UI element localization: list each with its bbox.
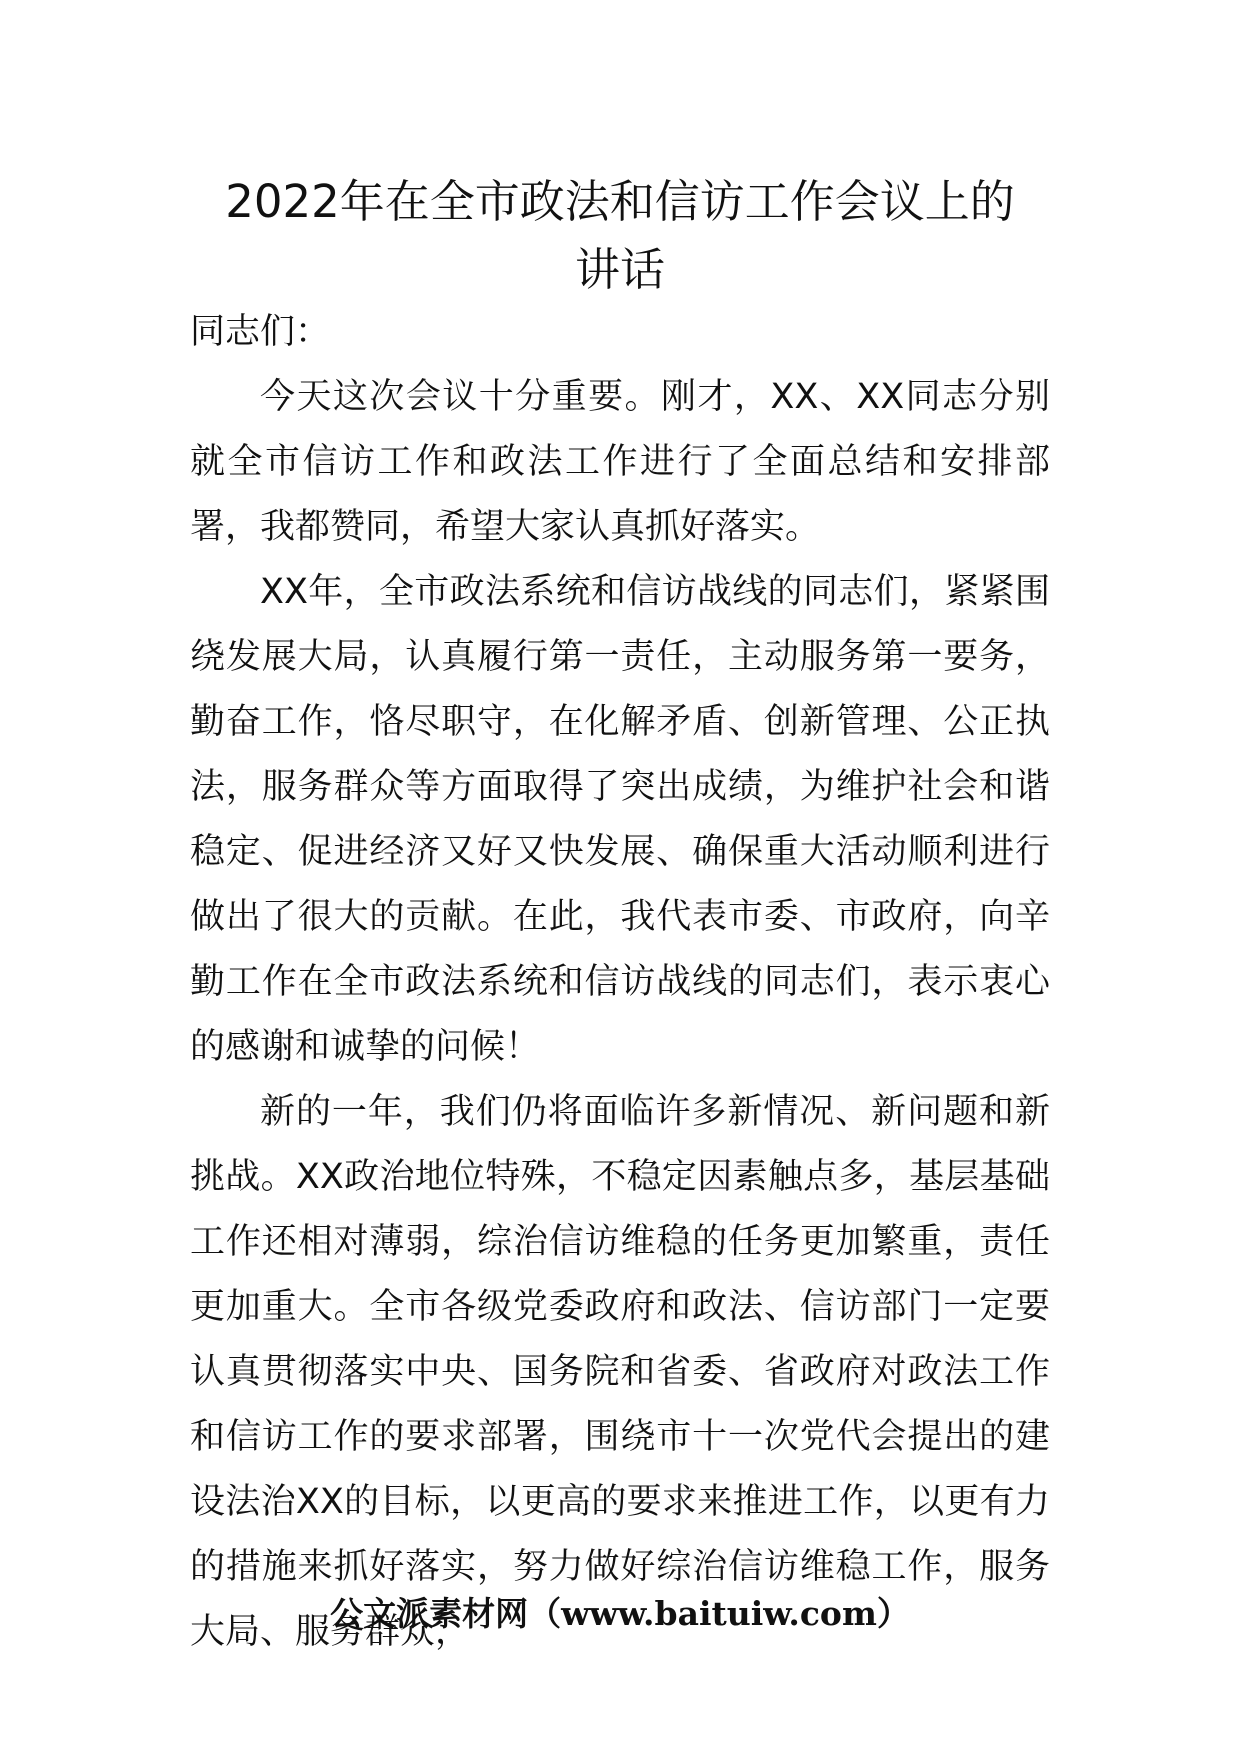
- document-title-line-1: 2022年在全市政法和信访工作会议上的: [225, 175, 1015, 228]
- paragraph-3: 新的一年，我们仍将面临许多新情况、新问题和新挑战。XX政治地位特殊，不稳定因素触点多，基层基础工作还相对薄弱，综治信访维稳的任务更加繁重，责任更加重大。全市各级党委政府和政法、信访部门一定要认真贯彻落实中央、国务院和省委、省政府对政法工作和信访工作的要求部署，围绕市十一次党代会提出的建设法治XX的目标，以更高的要求来推进工作，以更有力的措施来抓好落实，努力做好综治信访维稳工作，服务大局、服务群众，: [190, 1092, 1050, 1652]
- salutation: 同志们：: [190, 312, 331, 352]
- paragraph-2: XX年，全市政法系统和信访战线的同志们，紧紧围绕发展大局，认真履行第一责任，主动服务第一要务，勤奋工作，恪尽职守，在化解矛盾、创新管理、公正执法，服务群众等方面取得了突出成绩，为维护社会和谐稳定、促进经济又好又快发展、确保重大活动顺利进行做出了很大的贡献。在此，我代表市委、市政府，向辛勤工作在全市政法系统和信访战线的同志们，表示衷心的感谢和诚挚的问候！: [190, 572, 1050, 1067]
- document-title-line-2: 讲话: [574, 243, 665, 296]
- source-watermark-footer: 公文派素材网（www.baituiw.com）: [330, 1594, 910, 1633]
- document-title: [190, 168, 1050, 304]
- paragraph-1: 今天这次会议十分重要。刚才，XX、XX同志分别就全市信访工作和政法工作进行了全面总结和安排部署，我都赞同，希望大家认真抓好落实。: [190, 377, 1050, 547]
